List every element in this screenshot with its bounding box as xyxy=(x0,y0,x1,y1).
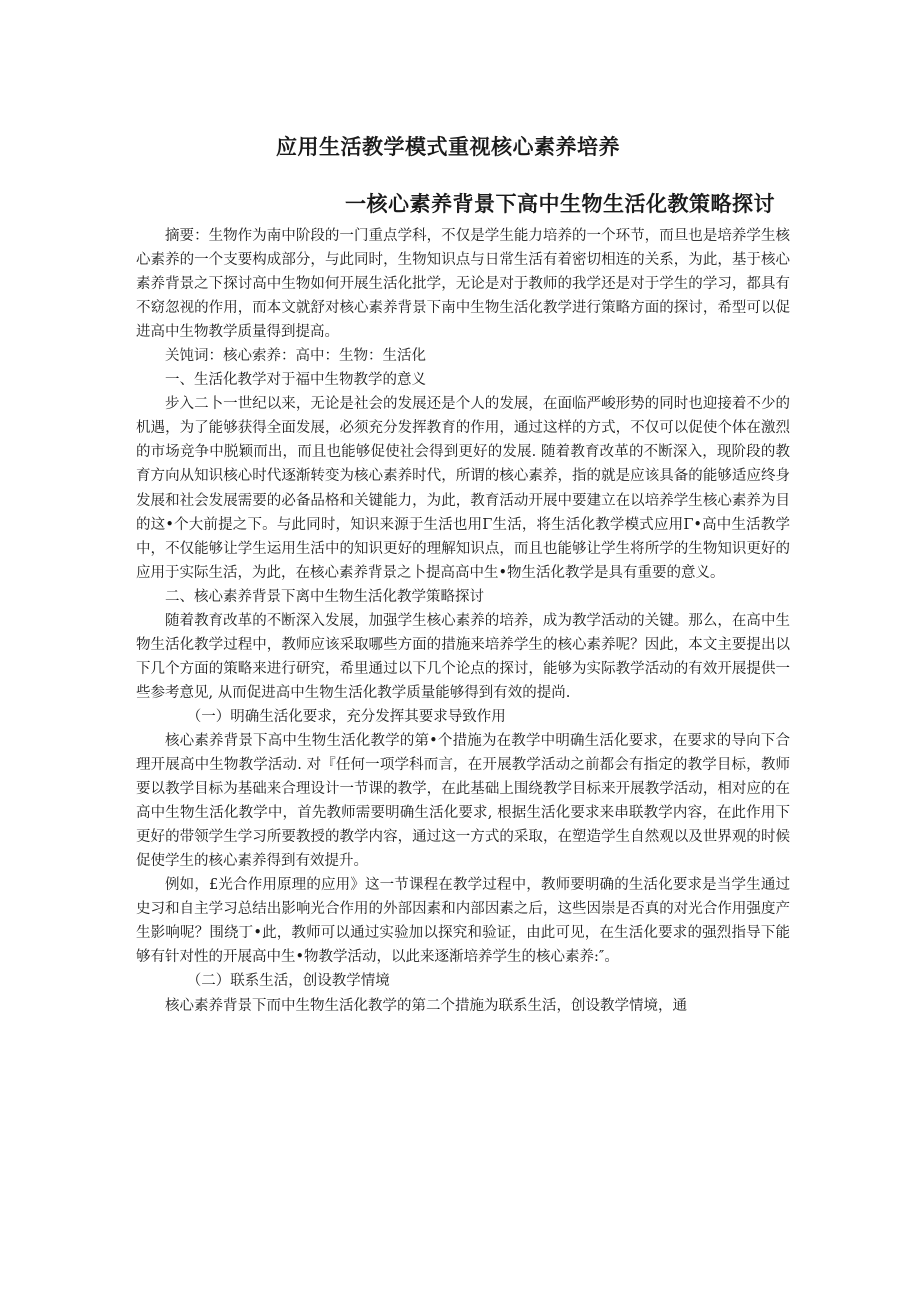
section-2-paragraph: 随着教育改革的不断深入发展，加强学生核心素养的培养，成为教学活动的关键。那么，在高中生物生活化教学过程中，教师应该采取哪些方面的措施来培养学生的核心素养呢？因此，本文主要提出以下几个方面的策略来进行研究，希里通过以下几个论点的探讨，能够为实际教学活动的有效开展提供一些参考意见, 从而促进高中生物生活化教学质量能够得到有效的提尚. xyxy=(136,612,790,701)
section-2-heading: 二、核心素养背景下离中生物生活化教学策略探讨 xyxy=(165,588,484,605)
document-body xyxy=(136,224,790,1018)
document-title: 应用生活教学模式重视核心素养培养 xyxy=(276,135,620,159)
subsection-1-paragraph-2: 例如，£光合作用原理的应用》这一节课程在教学过程中，教师要明确的生活化要求是当学生通过史习和自主学习总结出影响光合作用的外部因素和内部因素之后，这些因崇是否真的对光合作用强度产生影响呢？围绕丁•此，教师可以通过实验加以探究和验证，由此可见，在生活化要求的强烈指导下能够有针对性的开展高中生•物教学活动，以此来逐渐培养学生的核心素养:″。 xyxy=(136,877,790,966)
subsection-2-paragraph: 核心素养背景下而中生物生活化教学的第二个措施为联系生活，创设教学情境，通 xyxy=(165,997,687,1014)
section-1-heading: 一、生活化教学对于福中生物教学的意义 xyxy=(165,372,426,389)
subsection-1-heading: （一）明确生活化要求，充分发挥其要求导致作用 xyxy=(186,708,506,725)
subsection-2-heading: （二）联系生活，创设教学情境 xyxy=(186,973,390,990)
section-1-paragraph: 步入二卜一世纪以来，无论是社会的发展还是个人的发展，在面临严峻形势的同时也迎接着不少的机遇，为了能够获得全面发展，必须充分发挥教育的作用，通过这样的方式，不仅可以促使个体在激烈的市场竞争中脱颖而出，而且也能够促使社会得到更好的发展. 随着教育改革的不断深入，现阶段的教育方向从知识核心时代逐渐转变为核心素养时代，所谓的核心素养，指的就是应该具备的能够适应终身发展和社会发展需要的必备品格和关键能力，为此，教育活动开展中要建立在以培养学生核心素养为目的这•个大前提之下。与此同时，知识来源于生活也用Γ生活，将生活化教学模式应用Γ•高中生活教学中，不仅能够让学生运用生活中的知识更好的理解知识点，而且也能够让学生将所学的生物知识更好的应用于实际生活，为此，在核心素养背景之卜提高高中生•物生活化教学是具有重要的意义。 xyxy=(136,396,790,581)
abstract-paragraph: 摘要：生物作为南中阶段的一门重点学科，不仅是学生能力培养的一个环节，而旦也是培养学生核心素养的一个支要构成部分，与此同时，生物知识点与日常生活有着密切相连的关系，为此，基于核心素养背景之下探讨高中生物如何开展生活化批学，无论是对于教师的我学还是对于学生的学习，都具有不窈忽视的作用，而本文就舒对核心素养背景下南中生物生活化教学进行策略方面的探讨，希型可以促进高中生物教学质量得到提高。 xyxy=(136,228,790,341)
document-subtitle: 一核心素养背景下高中生物生活化教策略探讨 xyxy=(345,192,775,216)
subsection-1-paragraph-1: 核心素养背景下高中生物生活化教学的第•个措施为在教学中明确生活化要求，在要求的导向下合理开展高中生物教学活动. 对『任何一项学科而言，在开展教学活动之前都会有指定的教学目标，教师要以教学目标为基础来合理设计一节课的教学，在此基础上围绕教学目标来开展教学活动，相对应的在高中生物生活化教学中，首先教师需要明确生活化要求, 根据生活化要求来串联教学内容，在此作用下更好的带领学生学习所要教授的教学内容，通过这一方式的采取，在塑造学生自然观以及世界观的时候促使学生的核心素养得到有效提升。 xyxy=(136,732,790,870)
keywords-line: 关饨词：核心索养：高中：生物：生活化 xyxy=(165,348,426,365)
